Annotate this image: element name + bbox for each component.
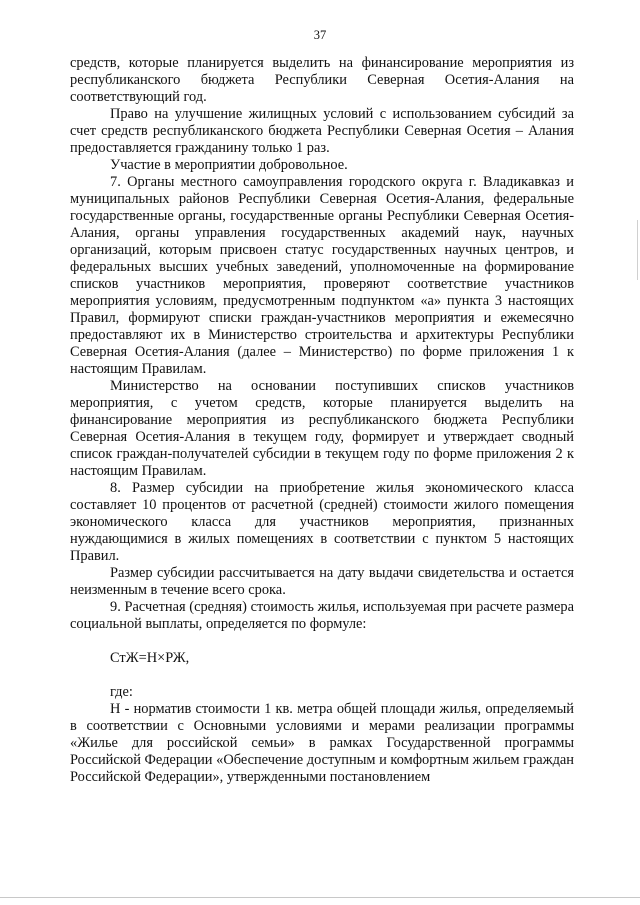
paragraph-voluntary: Участие в мероприятии добровольное. — [110, 157, 348, 173]
paragraph-right-once: Право на улучшение жилищных условий с использованием субсидий за счет средств республиканского бюджета Республики Северная Осетия – Алания предоставляется гражданину только 1 раз. — [70, 106, 574, 156]
page-bottom-edge — [0, 897, 640, 898]
where-label: где: — [110, 684, 133, 700]
page-number: 37 — [313, 28, 327, 42]
paragraph-item-9: 9. Расчетная (средняя) стоимость жилья, используемая при расчете размера социальной выплаты, определяется по формуле: — [70, 599, 574, 632]
paragraph-item-8: 8. Размер субсидии на приобретение жилья экономического класса составляет 10 процентов от расчетной (средней) стоимости жилого помещения экономического класса для участников мероприятия, признанных нуждающимися в жилых помещениях в соответствии с пунктом 5 настоящих Правил. — [70, 480, 574, 564]
formula: СтЖ=Н×РЖ, — [110, 650, 190, 666]
paragraph-ministry-list: Министерство на основании поступивших списков участников мероприятия, с учетом средств, которые планируется выделить на финансирование мероприятия из республиканского бюджета Республики Северная Осетия-Алания в текущем году, формирует и утверждает сводный список граждан-получателей субсидии в текущем году по форме приложения 2 к настоящим Правилам. — [70, 378, 574, 479]
paragraph-funding-continuation: средств, которые планируется выделить на финансирование мероприятия из республиканского бюджета Республики Северная Осетия-Алания на соответствующий год. — [70, 55, 574, 105]
scan-artifact-line — [637, 220, 638, 280]
document-body — [70, 55, 574, 786]
paragraph-item-7: 7. Органы местного самоуправления городского округа г. Владикавказ и муниципальных районов Республики Северная Осетия-Алания, федеральные государственные органы, государственные органы Республики Северная Осетия-Алания, органы управления государственных академий наук, научных организаций, которым присвоен статус государственных научных центров, и федеральных высших учебных заведений, уполномоченные на формирование списков участников мероприятия, проверяют соответствие участников мероприятия условиям, предусмотренным подпунктом «а» пункта 3 настоящих Правил, формируют списки граждан-участников мероприятия и ежемесячно предоставляют их в Министерство строительства и архитектуры Республики Северная Осетия-Алания (далее – Министерство) по форме приложения 1 к настоящим Правилам. — [70, 174, 574, 377]
paragraph-definition-n: Н - норматив стоимости 1 кв. метра общей площади жилья, определяемый в соответствии с Основными условиями и мерами реализации программы «Жилье для российской семьи» в рамках Государственной программы Российской Федерации «Обеспечение доступным и комфортным жильем граждан Российской Федерации», утвержденными постановлением — [70, 701, 574, 785]
paragraph-subsidy-date: Размер субсидии рассчитывается на дату выдачи свидетельства и остается неизменным в течение всего срока. — [70, 565, 574, 598]
